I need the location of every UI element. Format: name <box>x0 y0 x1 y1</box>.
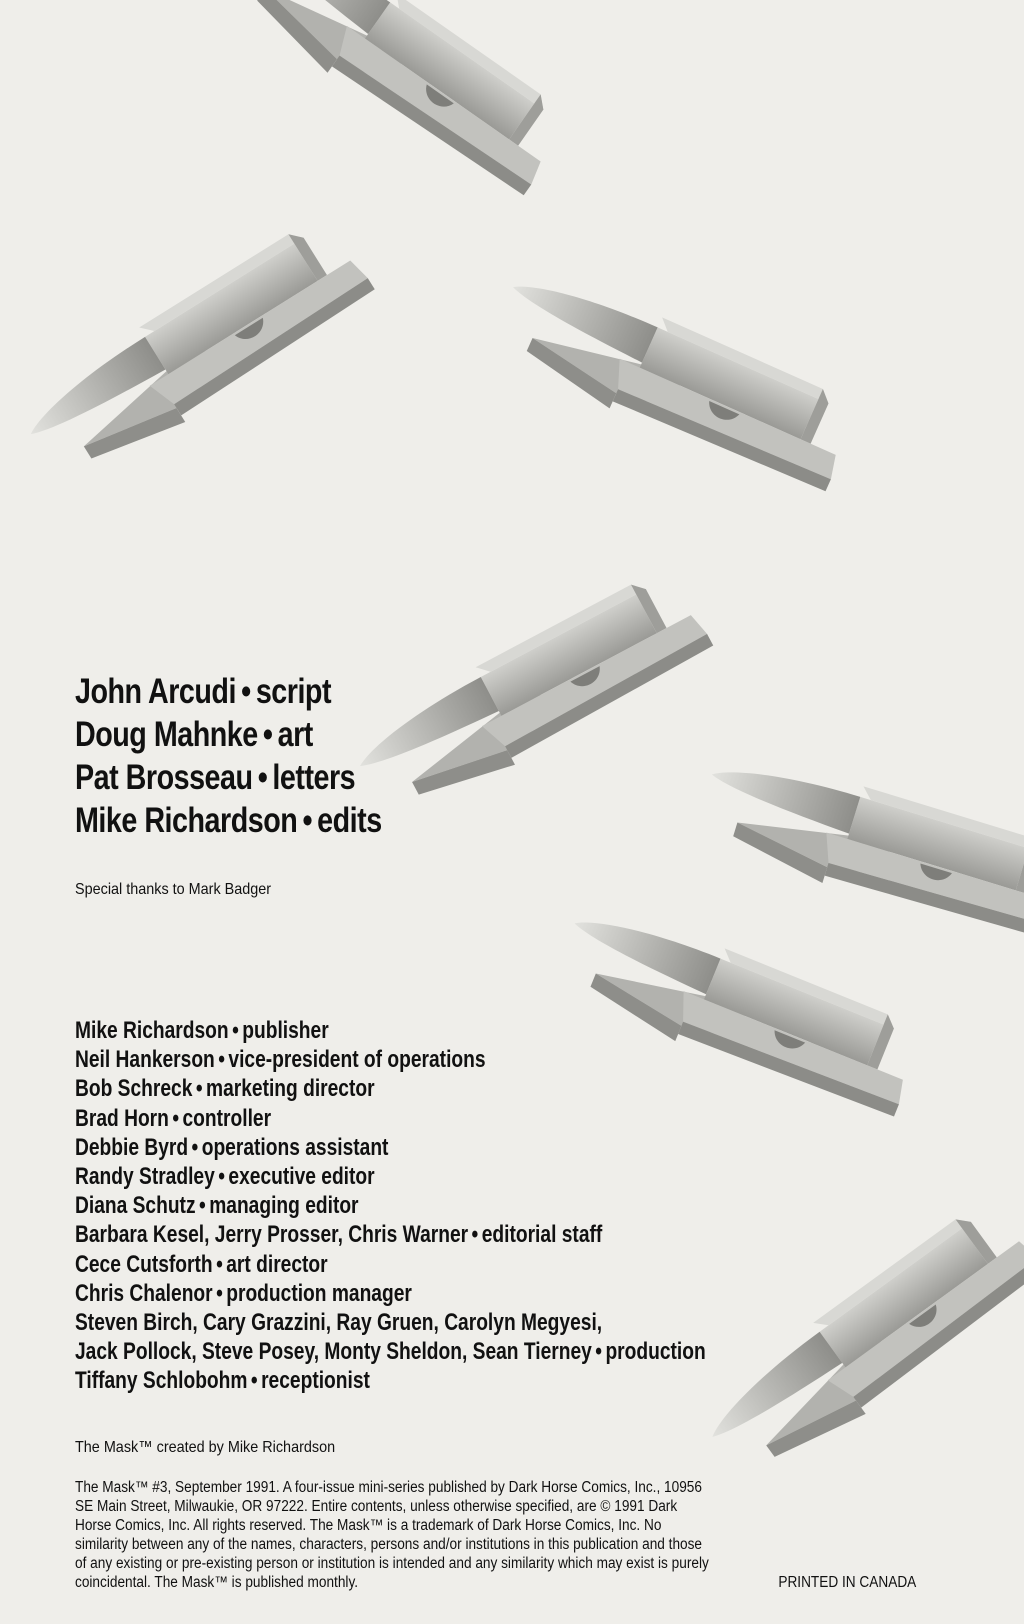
staff-role: production manager <box>226 1279 412 1307</box>
credit-line <box>75 713 382 756</box>
legal-line: SE Main Street, Milwaukie, OR 97222. Entire contents, unless otherwise specified, are © 1991 Dark <box>75 1498 678 1515</box>
staff-line <box>75 1337 706 1366</box>
staff-name: Jack Pollock, Steve Posey, Monty Sheldon, Sean Tierney <box>75 1338 592 1366</box>
staff-name: Diana Schutz <box>75 1192 196 1220</box>
staff-role: art director <box>226 1250 328 1278</box>
staff-line <box>75 1308 706 1337</box>
staff-role: executive editor <box>228 1163 375 1191</box>
credit-line <box>75 799 382 842</box>
credit-name: Mike Richardson <box>75 801 298 840</box>
staff-role: production <box>605 1338 706 1366</box>
legal-line: The Mask™ #3, September 1991. A four-issue mini-series published by Dark Horse Comics, Inc., 10956 <box>75 1479 702 1496</box>
bullet-separator: • <box>218 1163 225 1191</box>
bullet-separator: • <box>471 1221 479 1249</box>
legal-last-text: coincidental. The Mask™ is published monthly. <box>75 1574 359 1591</box>
bullet-separator: • <box>216 1250 223 1278</box>
bullet-separator: • <box>241 672 251 711</box>
staff-name: Debbie Byrd <box>75 1133 189 1161</box>
printed-in: PRINTED IN CANADA <box>778 1574 917 1591</box>
staff-name: Mike Richardson <box>75 1017 229 1044</box>
staff-role: managing editor <box>209 1192 359 1220</box>
staff-line <box>75 1191 706 1220</box>
legal-notice <box>75 1478 917 1592</box>
legal-line: Horse Comics, Inc. All rights reserved. The Mask™ is a trademark of Dark Horse Comics, Inc. No <box>75 1517 662 1534</box>
special-thanks: Special thanks to Mark Badger <box>75 881 272 898</box>
bullet-separator: • <box>216 1279 223 1307</box>
main-credits <box>75 670 449 842</box>
staff-line <box>75 1074 706 1103</box>
staff-name: Bob Schreck <box>75 1075 193 1103</box>
legal-last-row <box>75 1573 916 1592</box>
credit-line <box>75 670 382 713</box>
staff-name: Chris Chalenor <box>75 1279 213 1307</box>
staff-line <box>75 1104 706 1133</box>
credit-role: script <box>255 672 332 711</box>
staff-role: vice-president of operations <box>228 1046 486 1074</box>
staff-line <box>75 1016 706 1045</box>
credit-role: letters <box>272 758 356 797</box>
staff-list <box>75 1016 863 1396</box>
bullet-separator: • <box>595 1338 602 1366</box>
staff-role: receptionist <box>261 1367 370 1395</box>
staff-name: Cece Cutsforth <box>75 1250 213 1278</box>
credit-role: art <box>277 715 313 754</box>
bullet-separator: • <box>218 1046 225 1074</box>
staff-name: Neil Hankerson <box>75 1046 215 1074</box>
staff-line <box>75 1366 706 1395</box>
staff-line <box>75 1133 706 1162</box>
credit-line <box>75 756 382 799</box>
staff-name: Steven Birch, Cary Grazzini, Ray Gruen, Carolyn Megyesi, <box>75 1309 603 1337</box>
credit-name: John Arcudi <box>75 672 236 711</box>
staff-role: operations assistant <box>201 1133 389 1161</box>
staff-line <box>75 1045 706 1074</box>
bullet-separator: • <box>302 801 313 840</box>
bullet-separator: • <box>199 1192 206 1220</box>
staff-line <box>75 1250 706 1279</box>
staff-line <box>75 1162 706 1191</box>
credit-role: edits <box>317 801 382 840</box>
bullet-separator: • <box>257 758 268 797</box>
staff-name: Tiffany Schlobohm <box>75 1367 248 1395</box>
bullet-separator: • <box>262 715 273 754</box>
staff-role: publisher <box>242 1017 329 1044</box>
created-by: The Mask™ created by Mike Richardson <box>75 1439 336 1456</box>
staff-name: Barbara Kesel, Jerry Prosser, Chris Warner <box>75 1221 469 1249</box>
staff-role: editorial staff <box>481 1221 603 1249</box>
staff-line <box>75 1279 706 1308</box>
staff-name: Randy Stradley <box>75 1163 215 1191</box>
staff-role: controller <box>182 1104 272 1132</box>
bullet-separator: • <box>250 1367 258 1395</box>
bullet-separator: • <box>191 1133 199 1161</box>
credit-name: Pat Brosseau <box>75 758 253 797</box>
bullet-separator: • <box>232 1017 239 1044</box>
bullet-separator: • <box>195 1075 203 1103</box>
staff-line <box>75 1220 706 1249</box>
staff-role: marketing director <box>206 1075 375 1103</box>
staff-name: Brad Horn <box>75 1104 169 1132</box>
bullet-separator: • <box>172 1104 180 1132</box>
legal-line: similarity between any of the names, characters, persons and/or institutions in this publication and those <box>75 1536 703 1553</box>
credit-name: Doug Mahnke <box>75 715 258 754</box>
legal-line: of any existing or pre-existing person or institution is intended and any similarity which may exist is purely <box>75 1555 709 1572</box>
